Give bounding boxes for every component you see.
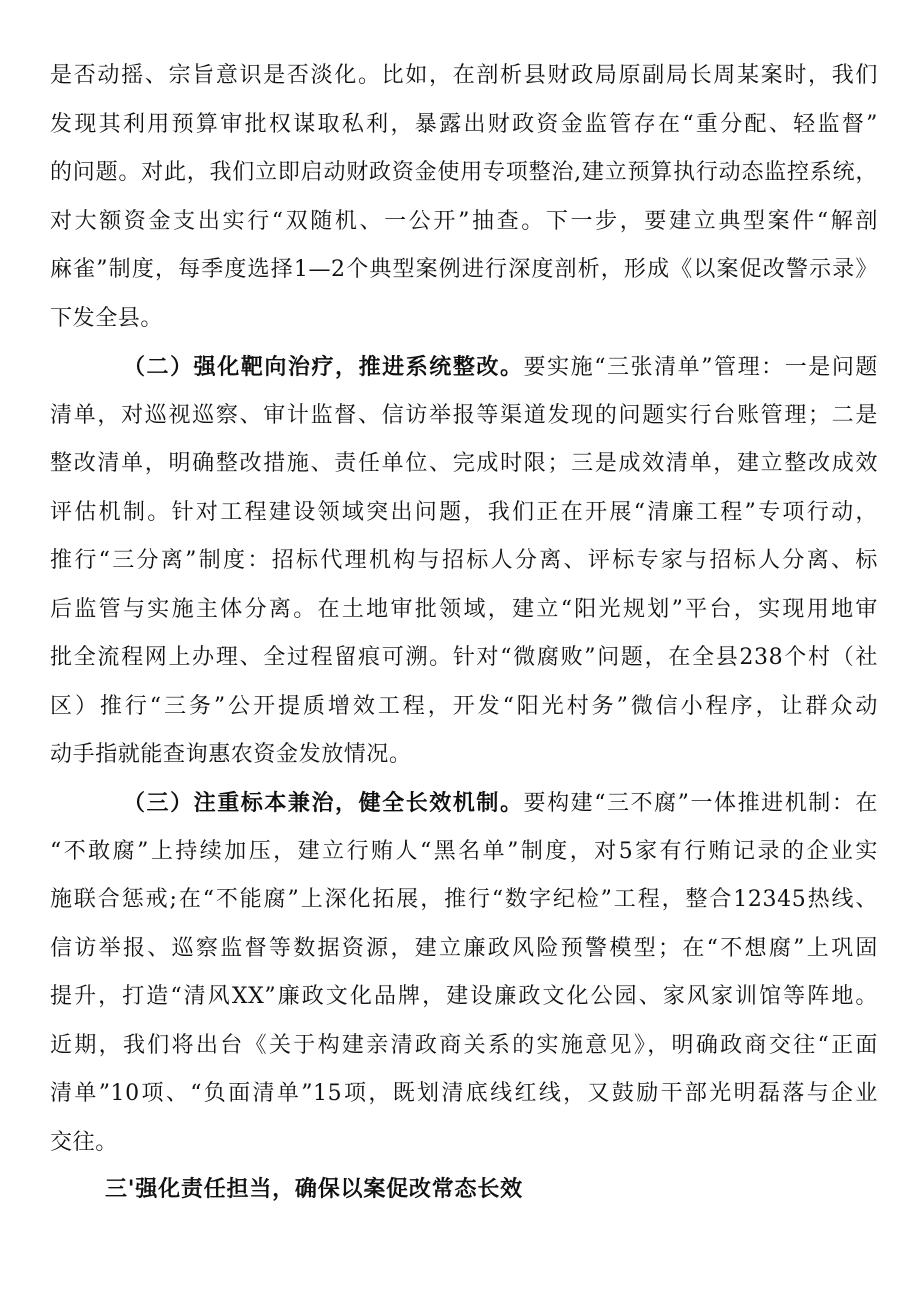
paragraph-line: 下发全县。 <box>50 305 164 331</box>
paragraph-lead-rest: 要实施“三张清单”管理：一是问题 <box>523 355 878 380</box>
paragraph-line: 动手指就能查询惠农资金发放情况。 <box>50 742 412 767</box>
paragraph-line: 施联合惩戒;在“不能腐”上深化拓展，推行“数字纪检”工程，整合12345热线、 <box>50 887 878 912</box>
paragraph-line: 麻雀”制度，每季度选择1—2个典型案例进行深度剖析，形成《以案促改警示录》 <box>50 257 878 282</box>
paragraph-lead-line <box>50 343 878 392</box>
paragraph-2 <box>50 343 878 780</box>
paragraph-line: 提升，打造“清风XX”廉政文化品牌，建设廉政文化公园、家风家训馆等阵地。 <box>50 984 878 1009</box>
paragraph-line: 近期，我们将出台《关于构建亲清政商关系的实施意见》，明确政商交往“正面 <box>50 1032 878 1058</box>
paragraph-line: 对大额资金支出实行“双随机、一公开”抽查。下一步，要建立典型案件“解剖 <box>50 208 878 234</box>
paragraph-lead-line <box>50 779 878 828</box>
paragraph-line: 的问题。对此，我们立即启动财政资金使用专项整治,建立预算执行动态监控系统， <box>50 160 878 185</box>
paragraph-lead-bold: （三）注重标本兼治，健全长效机制。 <box>123 790 524 816</box>
paragraph-line: 批全流程网上办理、全过程留痕可溯。针对“微腐败”问题，在全县238个村（社 <box>50 645 878 670</box>
paragraph-line: 整改清单，明确整改措施、责任单位、完成时限；三是成效清单，建立整改成效 <box>50 451 878 476</box>
paragraph-lead-rest: 要构建“三不腐”一体推进机制：在 <box>523 791 878 816</box>
paragraph-line: 清单，对巡视巡察、审计监督、信访举报等渠道发现的问题实行台账管理；二是 <box>50 402 878 428</box>
paragraph-line: 区）推行“三务”公开提质增效工程，开发“阳光村务”微信小程序，让群众动 <box>50 693 878 719</box>
paragraph-line: “不敢腐”上持续加压，建立行贿人“黑名单”制度，对5家有行贿记录的企业实 <box>50 838 878 864</box>
paragraph-line: 清单”10项、“负面清单”15项，既划清底线红线，又鼓励干部光明磊落与企业 <box>50 1081 878 1106</box>
paragraph-lead-bold: （二）强化靶向治疗，推进系统整改。 <box>123 354 524 380</box>
paragraph-line: 是否动摇、宗旨意识是否淡化。比如，在剖析县财政局原副局长周某案时，我们 <box>50 63 878 88</box>
paragraph-line: 信访举报、巡察监督等数据资源，建立廉政风险预警模型；在“不想腐”上巩固 <box>50 935 878 961</box>
section-heading: 三'强化责任担当，确保以案促改常态长效 <box>105 1177 523 1202</box>
paragraph-line: 交往。 <box>50 1129 118 1155</box>
paragraph-line: 发现其利用预算审批权谋取私利，暴露出财政资金监管存在“重分配、轻监督” <box>50 111 878 137</box>
paragraph-line: 推行“三分离”制度：招标代理机构与招标人分离、评标专家与招标人分离、标 <box>50 548 878 573</box>
paragraph-line: 评估机制。针对工程建设领域突出问题，我们正在开展“清廉工程”专项行动， <box>50 499 878 525</box>
paragraph-1 <box>50 52 878 343</box>
paragraph-3 <box>50 779 878 1167</box>
paragraph-line: 后监管与实施主体分离。在土地审批领域，建立“阳光规划”平台，实现用地审 <box>50 596 878 622</box>
